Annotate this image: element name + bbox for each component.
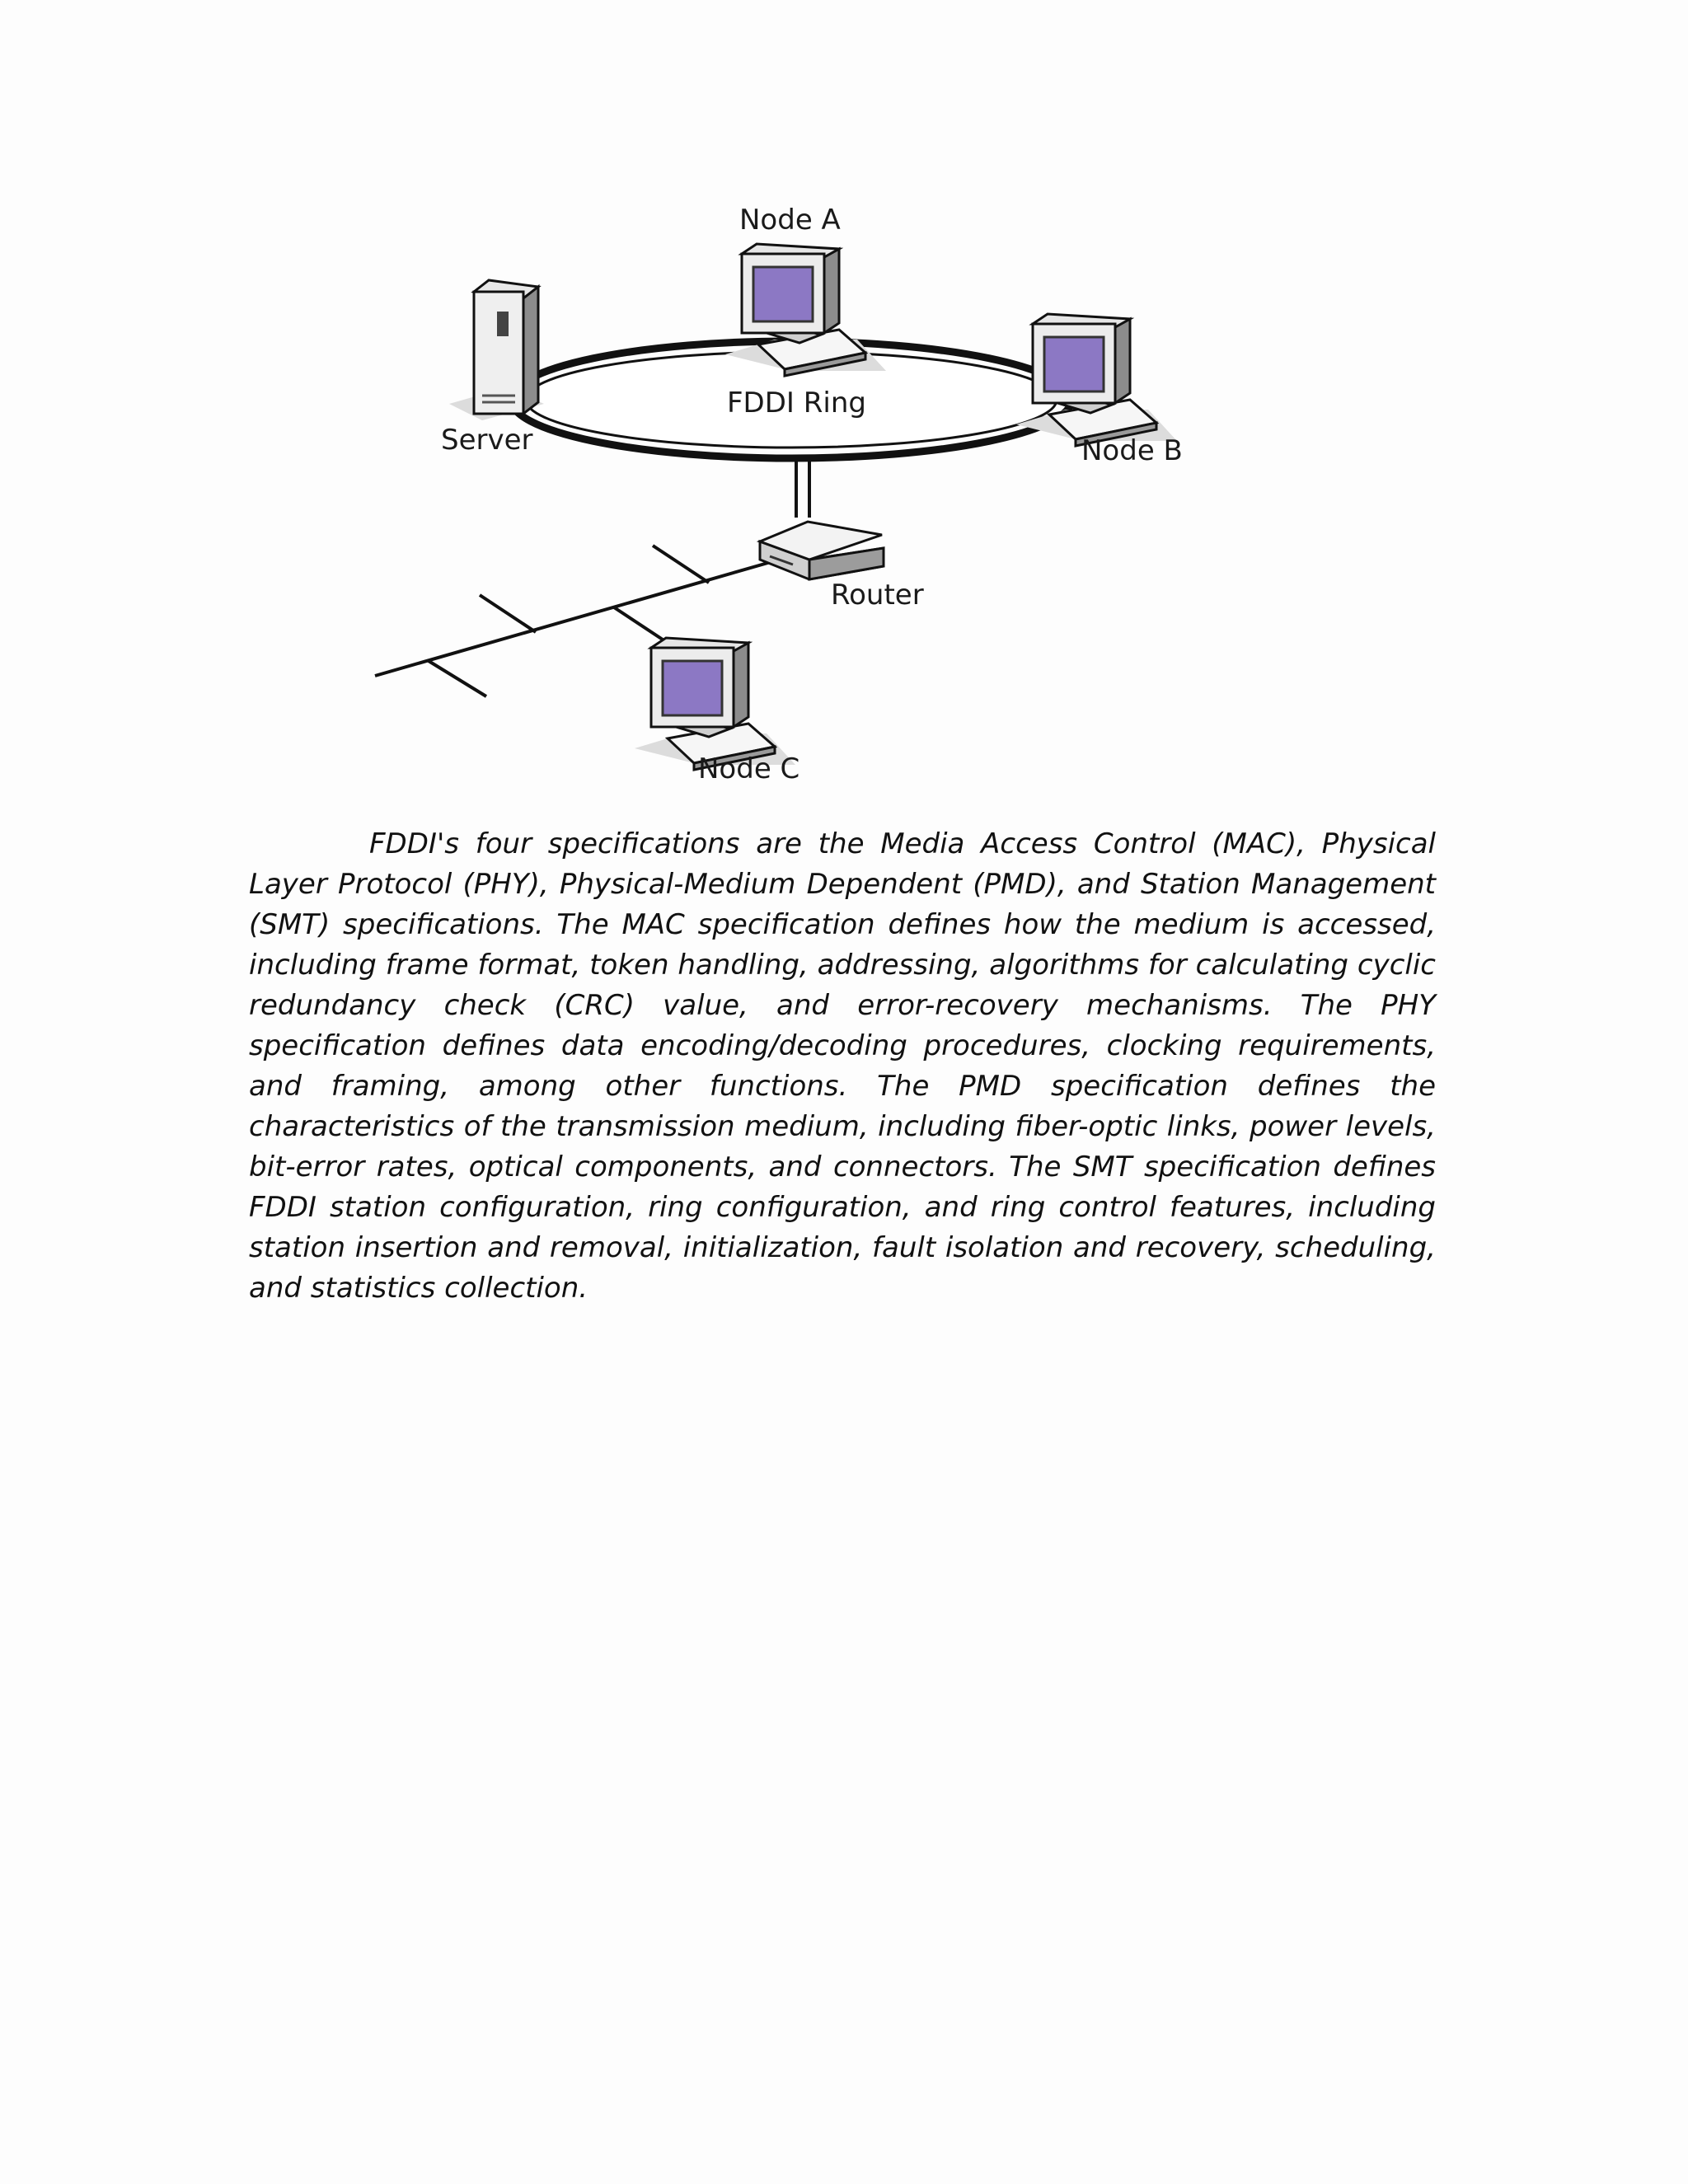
node-b-computer-icon <box>1016 314 1177 446</box>
node-a-label: Node A <box>739 204 841 237</box>
ring-label: FDDI Ring <box>727 387 866 419</box>
server-icon <box>449 280 544 420</box>
body-paragraph: FDDI's four specifications are the Media Access Control (MAC), Physical Layer Protocol (PHY), Physical-Medium Dependent (PMD), and Station Management (SMT) specifications. The MAC specification defines how the medium is accessed, including frame format, token handling, addressing, algorithms for calculating cyclic redundancy check (CRC) value, and error-recovery mechanisms. The PHY specification defines data encoding/decoding procedures, clocking requirements, and framing, among other functions. The PMD specification defines the characteristics of the transmission medium, including fiber-optic links, power levels, bit-error rates, optical components, and connectors. The SMT specification defines FDDI station configuration, ring configuration, and ring control features, including station insertion and removal, initialization, fault isolation and recovery, scheduling, and statistics collection. <box>249 827 1436 1305</box>
ring-router-link <box>796 457 809 518</box>
node-a-computer-icon <box>725 244 886 376</box>
node-c-computer-icon <box>635 638 795 770</box>
router-icon <box>760 522 884 579</box>
node-c-label: Node C <box>698 752 800 785</box>
node-b-label: Node B <box>1081 434 1183 467</box>
server-label: Server <box>441 424 533 457</box>
router-label: Router <box>831 579 924 612</box>
fddi-network-diagram <box>0 0 1688 824</box>
